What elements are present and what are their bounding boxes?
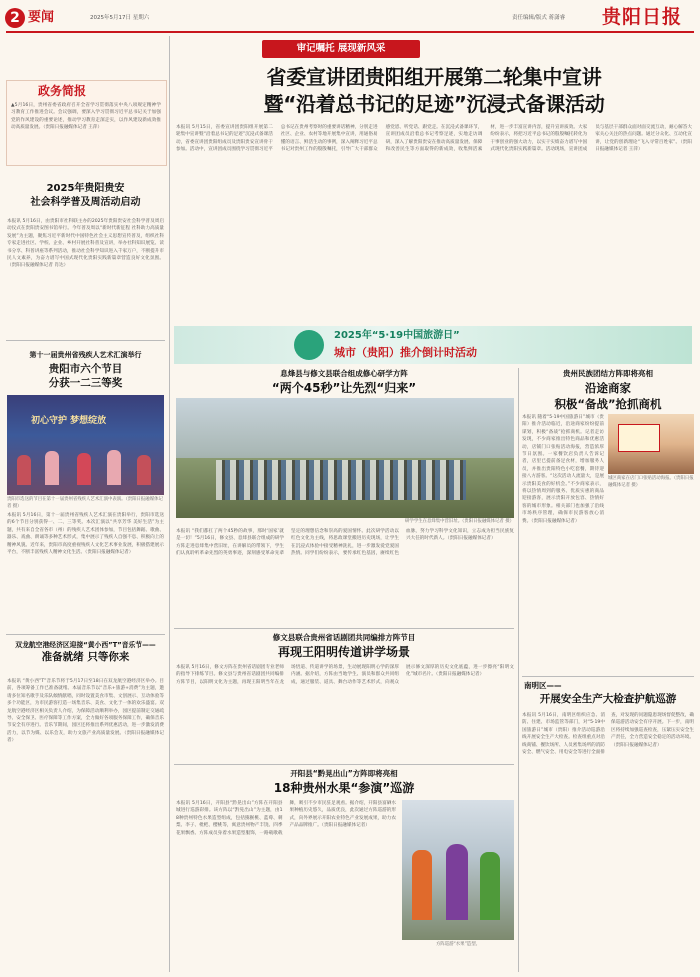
kaiyang-caption: 方阵巡游“水果”造型。 (435, 942, 481, 947)
xiuwen-title: “两个45秒”让先烈“归来” (271, 381, 417, 395)
page-number-badge: 2 (5, 8, 25, 28)
main-text: 本报讯 5月15日，省委宣讲团贵阳组开展第二轮集中宣讲暨“沿着总书记的足迹”沉浸式备课活动，省委宣讲团贵阳组成员及贵阳贵安宣讲骨干参加。活动中，宣讲团成员围绕学习贯彻习近平总书记在贵州考察时的重要讲话精神，分别走进社区、企业、农村等地开展集中宣讲，用通俗易懂的语言、鲜活生动的事例，深入阐释习近平总书记对贵州工作的殷殷嘱托，引导广大干部群众感党恩、听党话、跟党走。在沉浸式备课环节，宣讲团成员沿着总书记考察足迹，实地走访调研，深入了解贵阳贵安在推动高质量发展、保障和改善民生等方面取得的新成效，收集鲜活素材，进一步丰富宣讲内容，提升宣讲质效。大家纷纷表示，将把习近平总书记的殷殷嘱托转化为干事创业的强大动力，以实干实绩奋力谱写中国式现代化贵阳实践新篇章。活动现场，宣讲团成员与基层干部群众面对面交流互动，耐心解答大家关心关注的热点问题。通过分众化、互动化宣讲，让党的创新理论“飞入寻常百姓家”。（贵阳日报融媒体记者 王萍） (176, 125, 692, 153)
theme-banner-text: 审记嘱托 展现新风采 (296, 43, 386, 54)
nanming-title: 开展安全生产大检查护航巡游 (539, 693, 677, 705)
market-title: 沿途商家 积极“备战”抢抓商机 (554, 381, 662, 411)
section-name: 要闻 (28, 10, 55, 25)
kaiyang-parade-photo (402, 800, 514, 940)
brief-label: 政务简报 (38, 84, 87, 98)
aviation-text: 本报讯 “黄小西”T”音乐节将于5月17日至18日在双龙航空港经济区举办。目前，各项筹备工作已准备就绪。本届音乐节以“音乐+旅游+消费”为主题，邀请多位知名歌手及乐队倾情献唱，同时设置美食市集、文创展示、互动体验等多个功能区，为市民游客打造一场集音乐、美食、文化于一体的欢乐盛宴。双龙航空港经济区相关负责人介绍，为保障活动顺利举办，园区提前制定交通疏导、安全保卫、医疗保障等工作方案，全力做好各项服务保障工作，确保音乐节安全有序进行。音乐节期间，园区还将推出系列优惠活动，进一步激发消费活力，以节为媒、以乐会友，助力文旅产业高质量发展。（贵阳日报融媒体记者） (7, 679, 164, 744)
week-text: 本报讯 5月16日，由贵阳市社科联主办的2025年贵阳贵安社会科学普及周启动仪式在贵阳贵安图书馆举行。今年普及周以“新时代新征程 社科助力高质量发展”为主题，聚焦习近平新时代中国特色社会主义思想宣传普及，组织社科专家走进社区、学校、企业、乡村开展社科普及宣讲，举办社科知识展览、读书分享、科普讲座等系列活动，推动社会科学知识进入千家万户，不断提升市民人文素养，为奋力谱写中国式现代化贵阳实践新篇章营造良好文化氛围。（贵阳日报融媒体记者 肖达） (7, 219, 164, 269)
art-kicker: 第十一届贵州省残疾人艺术汇演举行 (29, 351, 142, 359)
page-header (0, 0, 700, 34)
editor-credit: 责任编辑/版式 蒋潇睿 (512, 15, 566, 21)
art-title: 贵阳市六个节目 分获一二三等奖 (48, 363, 123, 389)
kaiyang-kicker: 开阳县“黔晃出山”方阵即将亮相 (290, 769, 398, 778)
market-text-a: 本报讯 随着“5·19中国旅游日”城市（贵阳）推介活动临近，沿途商家纷纷提前谋划，积极“备战”抢抓商机。记者走访发现，不少商家推出特色商品和优惠活动，店铺门口张贴活动海报，营造浓厚节日氛围。一家餐饮店负责人告诉记者，店里已提前备足食材，增加服务人员，并推出贵阳特色小吃套餐，期待迎接八方游客。“这次活动人流量大，是展示贵阳美食的好机会。”不少商家表示，将以热情周到的服务、优质实惠的商品迎接游客，展示贵阳开放包容、热情好客的城市形象。相关部门也加强了沿线市场秩序管理，确保市民游客放心消费。（贵阳日报融媒体记者） (522, 415, 604, 524)
nanming-kicker: 南明区—— (524, 681, 562, 690)
xiuwen2-kicker: 修文县联合贵州省话剧团共同编排方阵节目 (272, 633, 416, 642)
brief-text: ▲5月16日，贵州省委省政府召开全省学习贯彻落实中央八项规定精神学习教育工作推进会议。会议强调，要深入学习贯彻习近平总书记关于加强党的作风建设的重要论述，推动学习教育走深走实，以作风建设新成效推动高质量发展。（贵阳日报融媒体记者 王萍） (11, 103, 161, 131)
tourism-line1: 2025年“5·19中国旅游日” (334, 330, 460, 341)
xiuwen-caption: 研学学生在息烽集中营旧址。（贵阳日报融媒体记者 摄） (405, 519, 514, 524)
market-shop-photo (608, 414, 694, 474)
xiuwen-kicker: 息烽县与修文县联合组成修心研学方阵 (280, 369, 408, 378)
main-headline: 省委宣讲团贵阳组开展第二轮集中宣讲 暨“沿着总书记的足迹”沉浸式备课活动 (263, 65, 605, 116)
xiuwen2-text: 本报讯 5月16日，修文方阵在贵州省话剧团专业老师的指导下排练节目。修文县与贵州省话剧团共同编排方阵节目，以阳明文化为主题，再现王阳明当年在龙场悟道、传道讲学的场景，生动展现阳明心学的深厚内涵。据介绍，方阵由当地学生、演员和群众共同组成，通过服装、道具、舞台动作等艺术形式，向观众展示修文深厚的历史文化底蕴，进一步擦亮“阳明文化”城市名片。（贵阳日报融媒体记者） (176, 665, 514, 685)
market-caption: 城区商家在店门口张贴活动海报。（贵阳日报融媒体记者 摄） (608, 476, 694, 488)
masthead-logo: 贵阳日报 (602, 6, 683, 28)
issue-date: 2025年5月17日 星期六 (90, 15, 150, 21)
nanming-text: 本报讯 5月16日，南明区组织应急、消防、住建、市场监管等部门，对“5·19中国旅游日”城市（贵阳）推介活动巡游沿线开展安全生产大检查。检查组重点对沿线商铺、餐饮场所、人员密集场所的消防安全、燃气安全、用电安全等进行全面排查，对发现的问题隐患现场督促整改，确保巡游活动安全有序开展。下一步，南明区将持续加强巡查检查，压紧压实安全生产责任，全力营造安全稳定的活动环境。（贵阳日报融媒体记者） (522, 713, 694, 756)
art-performance-photo (7, 395, 164, 495)
kaiyang-title: 18种贵州水果“参演”巡游 (273, 781, 415, 795)
xiuwen2-title: 再现王阳明传道讲学场景 (277, 645, 410, 659)
week-title: 2025年贵阳贵安 社会科学普及周活动启动 (30, 183, 141, 208)
art-text: 本报讯 5月16日，第十一届贵州省残疾人艺术汇演在贵阳举行，贵阳市选送的6个节目分别获得一、二、三等奖。本次汇演以“共享芳华 美好生活”为主题，共有来自全省各市（州）的残疾人艺术团体参加，节目包括舞蹈、歌曲、器乐、戏曲、朗诵等多种艺术形式，集中展示了残疾人自强不息、积极向上的精神风貌。近年来，贵阳市高度重视残疾人文化艺术事业发展，积极搭建展示平台，不断丰富残疾人精神文化生活。（贵阳日报融媒体记者） (7, 513, 164, 556)
xiuwen-study-photo (176, 398, 514, 518)
tourism-line2: 城市（贵阳）推介倒计时活动 (334, 346, 477, 359)
kaiyang-text: 本报讯 5月16日，开阳县“黔晃出山”方阵在开阳县城进行巡游彩排。该方阵以“黔晃出山”为主题，由18种贵州特色水果造型组成，包括猕猴桃、蓝莓、刺梨、李子、枇杷、樱桃等，寓意贵州物产丰饶、四季花果飘香。方阵成员身着水果造型服饰，一路载歌载舞，吸引不少市民驻足观看。据介绍，开阳县富硒水果种植历史悠久，品质优良，此次通过方阵巡游的形式，向外界展示开阳农业特色产业发展成果，助力农产品品牌推广。（贵阳日报融媒体记者） (176, 801, 396, 836)
tourism-emblem-icon (294, 330, 324, 360)
stage-backdrop-text: 初心守护 梦想绽放 (31, 416, 107, 426)
market-kicker: 贵州民族团结方阵即将亮相 (563, 369, 653, 378)
xiuwen-text: 本报讯 “我们都扛了两个45秒的故事，那时‘国家’就是一切！”5月16日，修文县、息烽县联合组成的研学方阵走进息烽集中营旧址，在讲解员的带领下，学生们认真聆听革命先烈的英勇事迹，深刻感受革命先辈坚定的理想信念和崇高的爱国情怀。此次研学活动以红色文化为主线，将思政课堂搬进历史现场，让学生在沉浸式体验中接受精神洗礼，进一步激发爱党爱国热情。同学们纷纷表示，要传承红色基因，赓续红色血脉，努力学习科学文化知识，立志成为担当民族复兴大任的时代新人。（贵阳日报融媒体记者） (176, 529, 514, 557)
tourism-banner (174, 326, 692, 364)
aviation-title: 双龙航空港经济区迎接“黄小西”T”音乐节—— 准备就绪 只等你来 (15, 641, 156, 663)
art-caption: 贵阳市选送的节目在第十一届贵州省残疾人艺术汇演中表演。（贵阳日报融媒体记者 摄） (7, 497, 163, 509)
